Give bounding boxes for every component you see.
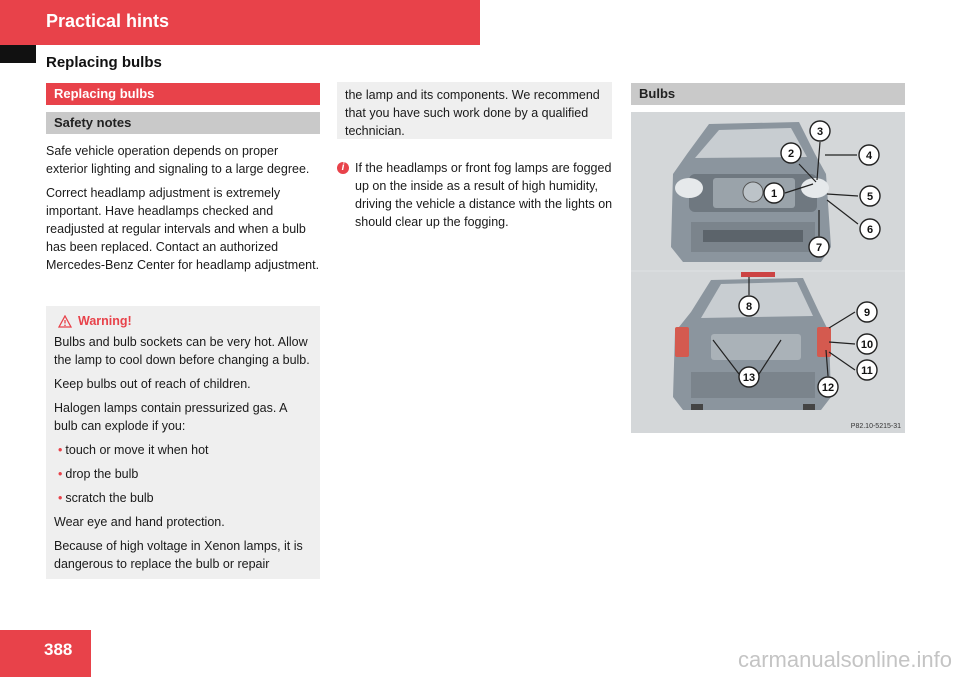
- paragraph-headlamp-adjustment: Correct headlamp adjustment is extremely important. Have headlamps checked and readjusted at regular intervals and when a bulb has been replaced. Contact an authorized Mercedes-Benz Center for headlamp adjustment.: [46, 186, 320, 272]
- safety-notes-heading: Safety notes: [46, 112, 320, 134]
- warning-halogen: Halogen lamps contain pressurized gas. A bulb can explode if you:: [54, 401, 287, 433]
- bulbs-heading: Bulbs: [631, 83, 905, 105]
- callout-4: 4: [865, 150, 873, 162]
- warning-label: Warning!: [78, 314, 132, 328]
- intro-text: [46, 142, 320, 280]
- warning-continued-box: [337, 82, 612, 139]
- watermark: carmanualsonline.info: [737, 647, 952, 672]
- warning-children: Keep bulbs out of reach of children.: [54, 377, 251, 391]
- bullet-item: • drop the bulb: [58, 467, 139, 481]
- warning-title: [54, 312, 312, 330]
- warning-triangle-icon: [58, 315, 72, 328]
- callout-6: 6: [866, 224, 874, 236]
- paragraph-lighting: Safe vehicle operation depends on proper exterior lighting and signaling to a large degree.: [46, 144, 310, 176]
- callout-12: 12: [821, 382, 835, 394]
- callout-13: 13: [742, 372, 756, 384]
- info-note: [337, 159, 615, 231]
- figure-caption: P82.10-5215-31: [850, 423, 901, 430]
- callout-11: 11: [861, 365, 873, 377]
- vehicle-bulbs-illustration: [631, 112, 905, 433]
- callout-9: 9: [863, 307, 871, 319]
- page-number: 388: [44, 640, 73, 659]
- callout-10: 10: [860, 339, 874, 351]
- bulbs-figure: [631, 112, 905, 433]
- page-number-tab: [0, 630, 91, 677]
- callout-7: 7: [815, 242, 823, 254]
- bullet-item: • touch or move it when hot: [58, 443, 209, 457]
- callout-2: 2: [787, 148, 795, 160]
- warning-hot-bulbs: Bulbs and bulb sockets can be very hot. Allow the lamp to cool down before changing a bulb.: [54, 335, 310, 367]
- warning-xenon: Because of high voltage in Xenon lamps, it is dangerous to replace the bulb or repair: [54, 539, 303, 571]
- warning-continued-text: the lamp and its components. We recommend that you have such work done by a qualified technician.: [345, 88, 600, 138]
- callout-3: 3: [816, 126, 824, 138]
- header-marker: [0, 45, 36, 63]
- warning-protection: Wear eye and hand protection.: [54, 515, 225, 529]
- subsection-title: Replacing bulbs: [46, 54, 162, 71]
- callout-1: 1: [770, 188, 778, 200]
- replacing-bulbs-heading: Replacing bulbs: [46, 83, 320, 105]
- bullet-item: • scratch the bulb: [58, 491, 154, 505]
- callout-8: 8: [745, 301, 753, 313]
- section-header-tab: [0, 0, 480, 45]
- info-text: If the headlamps or front fog lamps are fogged up on the inside as a result of high humidity, driving the vehicle a distance with the lights on should clear up the fogging.: [355, 161, 613, 229]
- callout-5: 5: [866, 191, 874, 203]
- section-title: Practical hints: [46, 11, 170, 31]
- info-icon: i: [337, 162, 349, 174]
- warning-box: [46, 306, 320, 579]
